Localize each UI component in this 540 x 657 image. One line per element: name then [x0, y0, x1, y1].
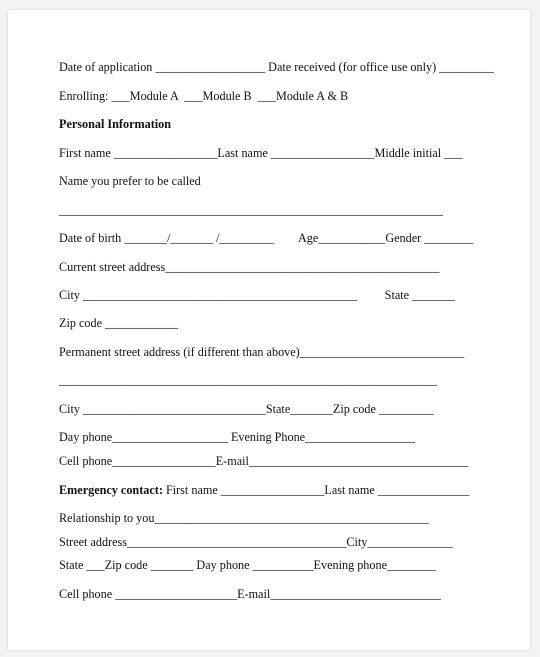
- current-street-row: Current street address_____________________________________________: [59, 260, 440, 274]
- zip-code-row: Zip code ____________: [59, 316, 179, 330]
- city-state-zip-row: City ______________________________State_______Zip code _________: [59, 402, 434, 416]
- emergency-street-row: Street address____________________________________City______________: [59, 535, 453, 549]
- cell-email-row: Cell phone_________________E-mail____________________________________: [59, 454, 469, 468]
- preferred-name-line: _______________________________________________________________: [59, 203, 443, 217]
- phone-row: Day phone___________________ Evening Phone__________________: [59, 430, 415, 444]
- name-row: First name _________________Last name _________________Middle initial ___: [59, 146, 463, 160]
- date-of-birth-row: Date of birth _______/_______ /_________ Age___________Gender ________: [59, 231, 473, 245]
- enrolling-row: Enrolling: ___Module A ___Module B ___Module A & B: [59, 89, 349, 103]
- city-state-row: City _____________________________________________ State _______: [59, 288, 455, 302]
- emergency-contact-fields: First name _________________Last name _______________: [162, 483, 470, 497]
- emergency-state-phone-row: State ___Zip code _______ Day phone __________Evening phone________: [59, 558, 436, 572]
- application-form-page: [8, 10, 530, 650]
- permanent-street-line: ______________________________________________________________: [59, 373, 437, 387]
- relationship-row: Relationship to you_____________________________________________: [59, 511, 429, 525]
- preferred-name-label: Name you prefer to be called: [59, 174, 201, 188]
- permanent-street-row: Permanent street address (if different than above)___________________________: [59, 345, 465, 359]
- personal-information-heading: Personal Information: [59, 117, 172, 131]
- emergency-contact-row: [59, 483, 469, 497]
- date-of-application-row: Date of application __________________ Date received (for office use only) _________: [59, 60, 495, 74]
- emergency-contact-label: Emergency contact:: [59, 483, 163, 497]
- emergency-cell-email-row: Cell phone ____________________E-mail____________________________: [59, 587, 441, 601]
